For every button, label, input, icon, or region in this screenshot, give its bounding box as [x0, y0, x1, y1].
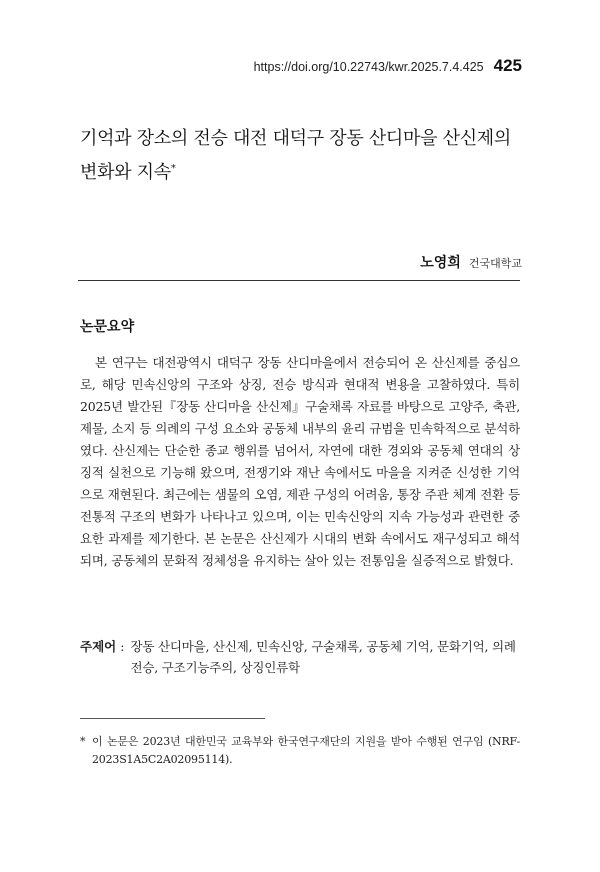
doi-link[interactable]: https://doi.org/10.22743/kwr.2025.7.4.425 [253, 60, 484, 74]
abstract-heading: 논문요약 [80, 319, 135, 335]
page-number: 425 [493, 56, 522, 75]
footnote-mark: * [80, 735, 86, 748]
footnote-divider [80, 718, 265, 719]
title-footnote-mark[interactable]: * [170, 163, 176, 174]
running-header [254, 56, 522, 76]
keywords-label: 주제어 [80, 639, 117, 654]
footnote-text: 이 논문은 2023년 대한민국 교육부와 한국연구재단의 지원을 받아 수행된 연구임 (NRF-2023S1A5C2A02095114). [92, 735, 520, 766]
footnote [80, 733, 520, 769]
keywords [80, 636, 520, 678]
keywords-list: 장동 산디마을, 산신제, 민속신앙, 구술채록, 공동체 기억, 문화기억, 의례 전승, 구조기능주의, 상징인류학 [130, 639, 516, 675]
title-divider [78, 280, 520, 281]
author-line [420, 252, 522, 272]
abstract-body: 본 연구는 대전광역시 대덕구 장동 산디마을에서 전승되어 온 산신제를 중심으로, 해당 민속신앙의 구조와 상징, 전승 방식과 현대적 변용을 고찰하였다. 특히 2025년 발간된『장동 산디마을 산신제』구술채록 자료를 바탕으로 고양주, 축관, 제물, 소지 등 의례의 구성 요소와 공동체 내부의 윤리 규범을 민속학적으로 분석하였다. 산신제는 단순한 종교 행위를 넘어서, 자연에 대한 경외와 공동체 연대의 상징적 실천으로 기능해 왔으며, 전쟁기와 재난 속에서도 마을을 지켜준 신성한 기억으로 재현된다. 최근에는 샘물의 오염, 제관 구성의 어려움, 통장 주관 체계 전환 등 전통적 구조의 변화가 나타나고 있으며, 이는 민속신앙의 지속 가능성과 관련한 중요한 과제를 제기한다. 본 논문은 산신제가 시대의 변화 속에서도 재구성되고 해석되며, 공동체의 문화적 정체성을 유지하는 살아 있는 전통임을 실증적으로 밝혔다. [80, 355, 520, 568]
author-name: 노영희 [420, 255, 461, 271]
author-affiliation: 건국대학교 [468, 257, 522, 270]
keywords-separator: : [120, 639, 125, 654]
paper-title [80, 124, 530, 188]
paper-title-text: 기억과 장소의 전승 대전 대덕구 장동 산디마을 산신제의 변화와 지속 [80, 128, 511, 183]
